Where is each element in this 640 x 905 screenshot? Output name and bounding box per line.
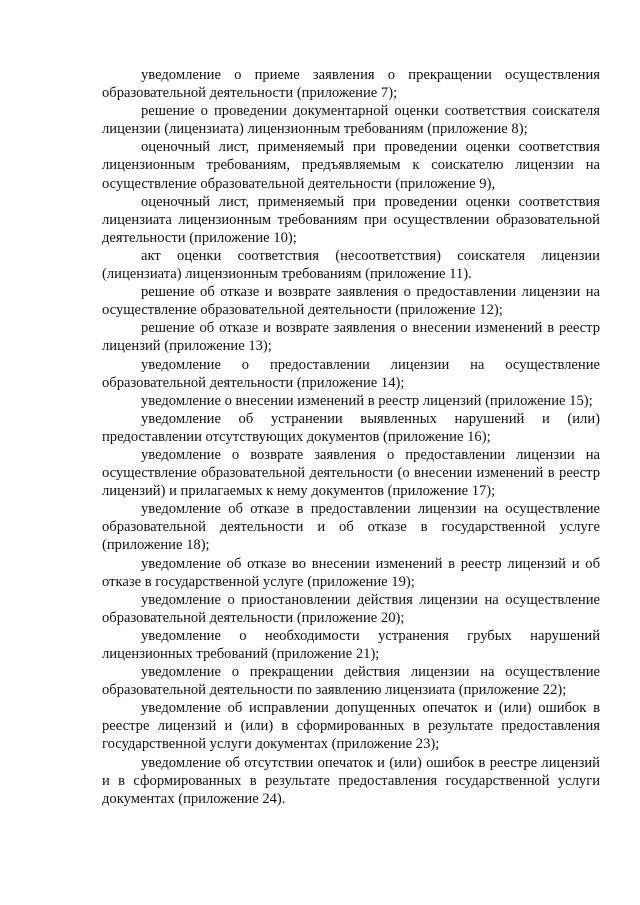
paragraph-appendix-17: уведомление о возврате заявления о предоставлении лицензии на осуществление образовательной деятельности (о внесении изменений в реестр лицензий) и прилагаемых к нему документов (приложение 17); <box>102 446 600 500</box>
paragraph-appendix-12: решение об отказе и возврате заявления о предоставлении лицензии на осуществление образовательной деятельности (приложение 12); <box>102 284 600 319</box>
paragraph-appendix-19: уведомление об отказе во внесении изменений в реестр лицензий и об отказе в государственной услуге (приложение 19); <box>102 555 600 590</box>
paragraph-appendix-8: решение о проведении документарной оценки соответствия соискателя лицензии (лицензиата) лицензионным требованиям (приложение 8); <box>102 103 600 138</box>
document-body <box>102 66 600 808</box>
paragraph-appendix-22: уведомление о прекращении действия лицензии на осуществление образовательной деятельности по заявлению лицензиата (приложение 22); <box>102 664 600 699</box>
paragraph-appendix-13: решение об отказе и возврате заявления о внесении изменений в реестр лицензий (приложение 13); <box>102 320 600 355</box>
paragraph-appendix-21: уведомление о необходимости устранения грубых нарушений лицензионных требований (приложение 21); <box>102 627 600 662</box>
paragraph-appendix-15: уведомление о внесении изменений в реестр лицензий (приложение 15); <box>141 392 593 409</box>
paragraph-appendix-20: уведомление о приостановлении действия лицензии на осуществление образовательной деятельности (приложение 20); <box>102 591 600 626</box>
paragraph-appendix-11: акт оценки соответствия (несоответствия) соискателя лицензии (лицензиата) лицензионным требованиям (приложение 11). <box>102 247 600 283</box>
paragraph-appendix-23: уведомление об исправлении допущенных опечаток и (или) ошибок в реестре лицензий и (или) в сформированных в результате предоставления государственной услуги документах (приложение 23); <box>102 700 600 753</box>
paragraph-appendix-9: оценочный лист, применяемый при проведении оценки соответствия лицензионным требованиям, предъявляемым к соискателю лицензии на осуществление образовательной деятельности (приложение 9), <box>102 139 600 192</box>
paragraph-appendix-10: оценочный лист, применяемый при проведении оценки соответствия лицензиата лицензионным требованиям при осуществлении образовательной деятельности (приложение 10); <box>102 193 600 246</box>
paragraph-appendix-16: уведомление об устранении выявленных нарушений и (или) предоставлении отсутствующих документов (приложение 16); <box>102 410 600 445</box>
paragraph-appendix-24: уведомление об отсутствии опечаток и (или) ошибок в реестре лицензий и в сформированных в результате предоставления государственной услуги документах (приложение 24). <box>102 754 600 807</box>
paragraph-appendix-18: уведомление об отказе в предоставлении лицензии на осуществление образовательной деятельности и об отказе в государственной услуге (приложение 18); <box>102 501 600 554</box>
paragraph-appendix-7: уведомление о приеме заявления о прекращении осуществления образовательной деятельности (приложение 7); <box>102 67 600 102</box>
paragraph-appendix-14: уведомление о предоставлении лицензии на осуществление образовательной деятельности (приложение 14); <box>102 356 600 391</box>
